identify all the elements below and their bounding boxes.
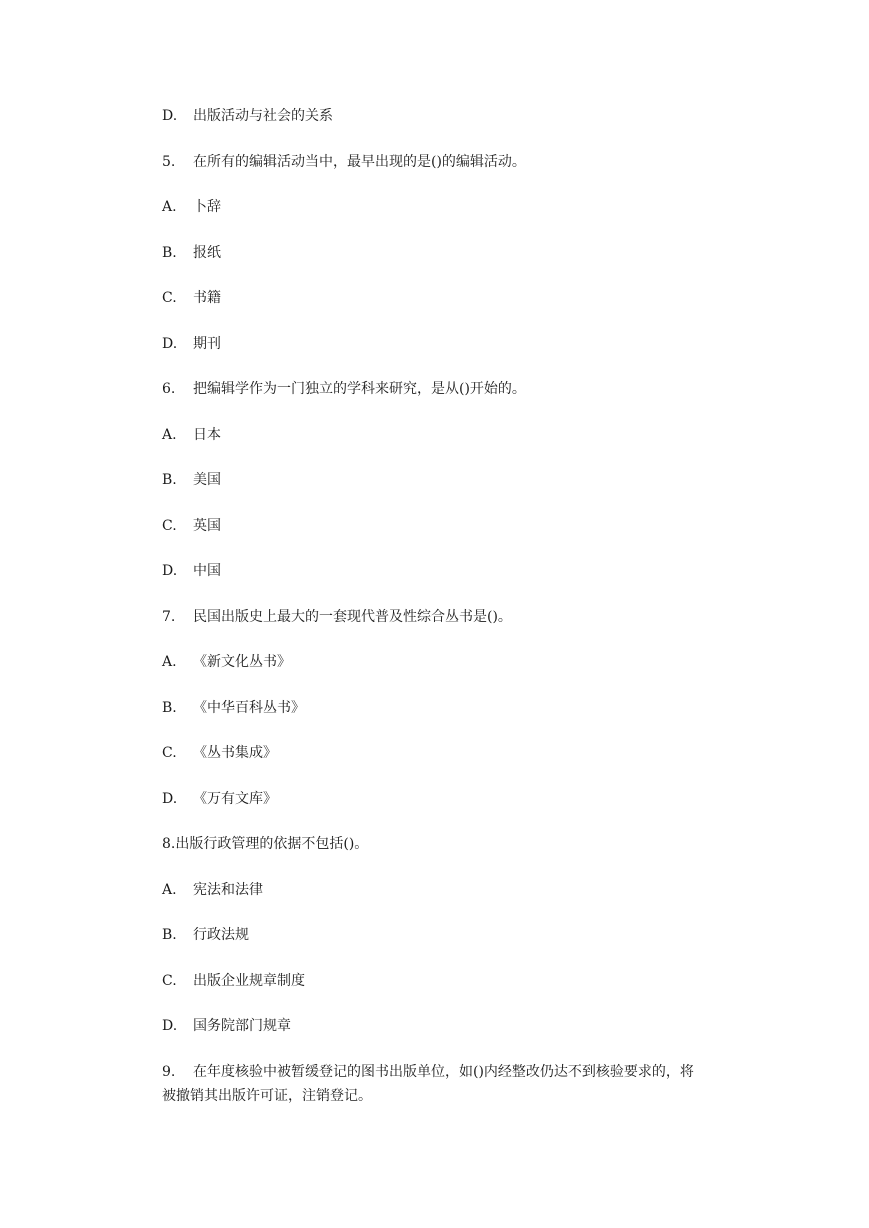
option-letter: C. bbox=[162, 518, 177, 534]
question-number: 5. bbox=[162, 154, 176, 170]
option-letter: B. bbox=[162, 700, 177, 716]
question-number: 9. bbox=[162, 1064, 176, 1080]
question-text: 8.出版行政管理的依据不包括()。 bbox=[162, 836, 369, 852]
option-letter: D. bbox=[162, 791, 178, 807]
question-text: 民国出版史上最大的一套现代普及性综合丛书是()。 bbox=[193, 609, 512, 625]
option-letter: D. bbox=[162, 563, 178, 579]
option-letter: D. bbox=[162, 1018, 178, 1034]
question-text-continued: 被撤销其出版许可证，注销登记。 bbox=[162, 1088, 372, 1104]
option-text: 卜辞 bbox=[193, 199, 221, 215]
question-number: 7. bbox=[162, 609, 176, 625]
option-text: 期刊 bbox=[193, 336, 221, 352]
option-text: 英国 bbox=[193, 518, 221, 534]
option-text: 《新文化丛书》 bbox=[193, 654, 291, 670]
option-text: 出版活动与社会的关系 bbox=[193, 108, 333, 124]
option-letter: D. bbox=[162, 336, 178, 352]
option-letter: B. bbox=[162, 245, 177, 261]
option-letter: A. bbox=[162, 199, 177, 215]
option-text: 美国 bbox=[193, 472, 221, 488]
option-letter: B. bbox=[162, 472, 177, 488]
question-text: 在所有的编辑活动当中，最早出现的是()的编辑活动。 bbox=[193, 154, 526, 170]
option-text: 中国 bbox=[193, 563, 221, 579]
question-number: 6. bbox=[162, 381, 176, 397]
option-letter: C. bbox=[162, 973, 177, 989]
option-text: 《万有文库》 bbox=[193, 791, 277, 807]
option-text: 报纸 bbox=[193, 245, 221, 261]
option-text: 《丛书集成》 bbox=[193, 745, 277, 761]
option-letter: A. bbox=[162, 882, 177, 898]
option-letter: C. bbox=[162, 745, 177, 761]
option-letter: B. bbox=[162, 927, 177, 943]
option-text: 日本 bbox=[193, 427, 221, 443]
option-text: 书籍 bbox=[193, 290, 221, 306]
option-text: 出版企业规章制度 bbox=[193, 973, 305, 989]
option-letter: C. bbox=[162, 290, 177, 306]
question-text: 把编辑学作为一门独立的学科来研究，是从()开始的。 bbox=[193, 381, 526, 397]
option-letter: A. bbox=[162, 654, 177, 670]
option-text: 宪法和法律 bbox=[193, 882, 263, 898]
question-text: 在年度核验中被暂缓登记的图书出版单位，如()内经整改仍达不到核验要求的，将 bbox=[193, 1064, 694, 1080]
option-text: 《中华百科丛书》 bbox=[193, 700, 305, 716]
option-text: 国务院部门规章 bbox=[193, 1018, 291, 1034]
option-letter: D. bbox=[162, 108, 178, 124]
option-letter: A. bbox=[162, 427, 177, 443]
option-text: 行政法规 bbox=[193, 927, 249, 943]
